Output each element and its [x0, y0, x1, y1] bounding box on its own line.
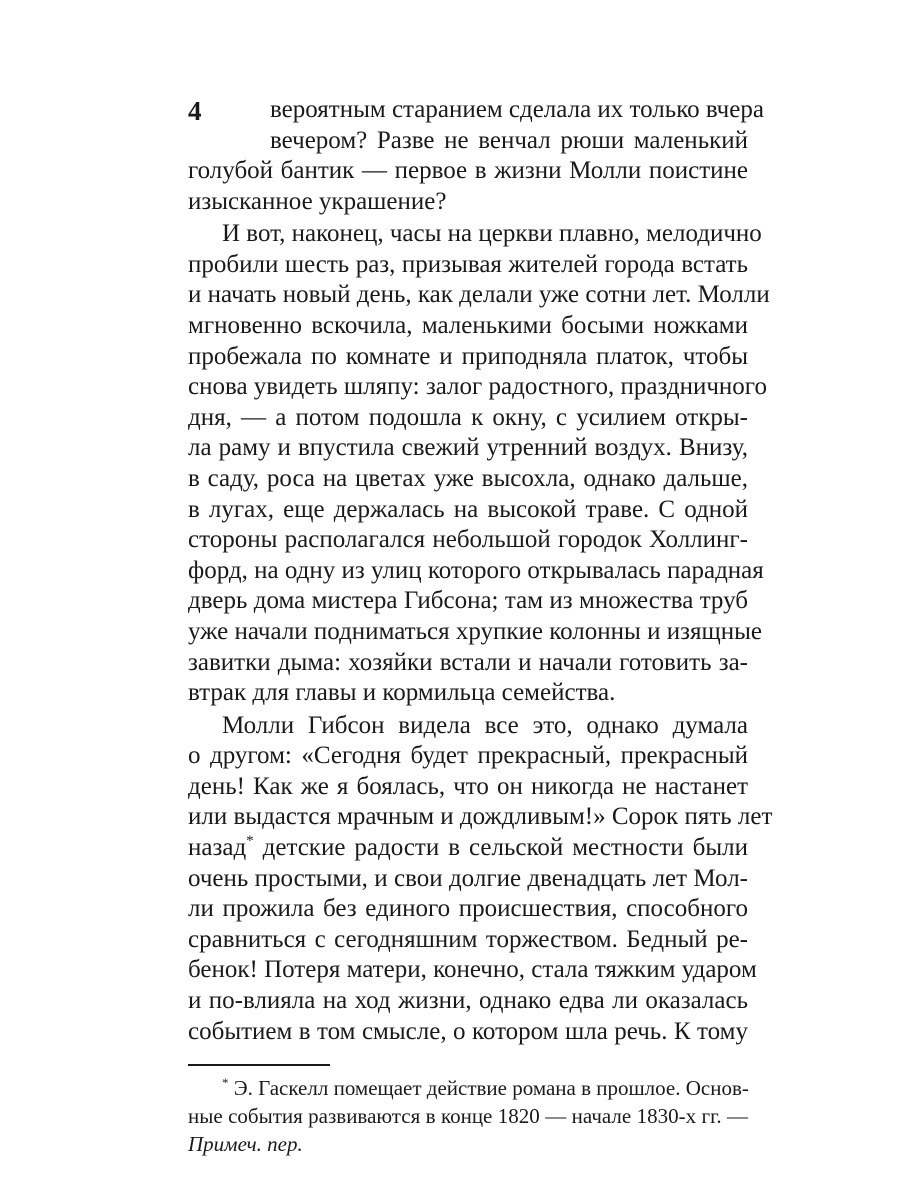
text-line: уже начали подниматься хрупкие колонны и изящные	[188, 618, 762, 645]
text-line: дверь дома мистера Гибсона; там из множества труб	[188, 587, 748, 614]
text-line-with-footnote	[188, 832, 748, 867]
text-line: Молли Гибсон видела все это, однако думала	[222, 712, 748, 739]
text-line: в лугах, еще держалась на высокой траве. С одной	[188, 496, 748, 523]
text-fragment: детские радости в сельской местности были	[262, 834, 749, 861]
footnote-text: Э. Гаскелл помещает действие романа в прошлое. Основ-	[233, 1076, 749, 1100]
text-line: событием в том смысле, о котором шла речь. К тому	[188, 1018, 748, 1045]
text-line: снова увидеть шляпу: залог радостного, праздничного	[188, 373, 767, 400]
text-line: ла раму и впустила свежий утренний воздух. Внизу,	[188, 434, 748, 461]
footnote-marker: *	[246, 833, 254, 849]
text-line: мгновенно вскочила, маленькими босыми ножками	[188, 312, 748, 339]
text-line: голубой бантик — первое в жизни Молли поистине	[188, 157, 748, 184]
text-line: вероятным старанием сделала их только вчера	[270, 96, 764, 123]
text-line: сравниться с сегодняшним торжеством. Бедный ре-	[188, 926, 748, 953]
text-line: стороны располагался небольшой городок Холлинг-	[188, 526, 748, 553]
text-line: вечером? Разве не венчал рюши маленький	[270, 127, 748, 154]
text-line: день! Как же я боялась, что он никогда не настанет	[188, 773, 748, 800]
footnote-line: ные события развиваются в конце 1820 — начале 1830-х гг. —	[188, 1104, 748, 1128]
text-line: пробежала по комнате и приподняла платок, чтобы	[188, 343, 748, 370]
page-number: 4	[188, 96, 202, 126]
text-line: и по-влияла на ход жизни, однако едва ли оказалась	[188, 987, 748, 1014]
footnote-rule	[188, 1064, 330, 1066]
text-line: или выдастся мрачным и дождливым!» Сорок пять лет	[188, 803, 773, 830]
text-line: форд, на одну из улиц которого открывалась парадная	[188, 557, 764, 584]
text-fragment: назад	[188, 834, 247, 861]
text-line: в саду, роса на цветах уже высохла, однако дальше,	[188, 465, 748, 492]
text-line: втрак для главы и кормильца семейства.	[188, 679, 616, 706]
text-line: ли прожила без единого происшествия, способного	[188, 895, 748, 922]
text-line: бенок! Потеря матери, конечно, стала тяжким ударом	[188, 956, 757, 983]
text-line: очень простыми, и свои долгие двенадцать лет Мол-	[188, 865, 748, 892]
footnote-marker: *	[222, 1075, 229, 1090]
text-line: завитки дыма: хозяйки встали и начали готовить за-	[188, 649, 748, 676]
text-line: пробили шесть раз, призывая жителей города встать	[188, 251, 748, 278]
footnote-line: Примеч. пер.	[188, 1132, 303, 1156]
text-line: дня, — а потом подошла к окну, с усилием откры-	[188, 404, 748, 431]
text-line: И вот, наконец, часы на церкви плавно, мелодично	[222, 220, 762, 247]
footnote-line	[222, 1074, 748, 1105]
text-line: изысканное украшение?	[188, 188, 447, 215]
text-line: и начать новый день, как делали уже сотни лет. Молли	[188, 281, 770, 308]
text-line: о другом: «Сегодня будет прекрасный, прекрасный	[188, 742, 748, 769]
